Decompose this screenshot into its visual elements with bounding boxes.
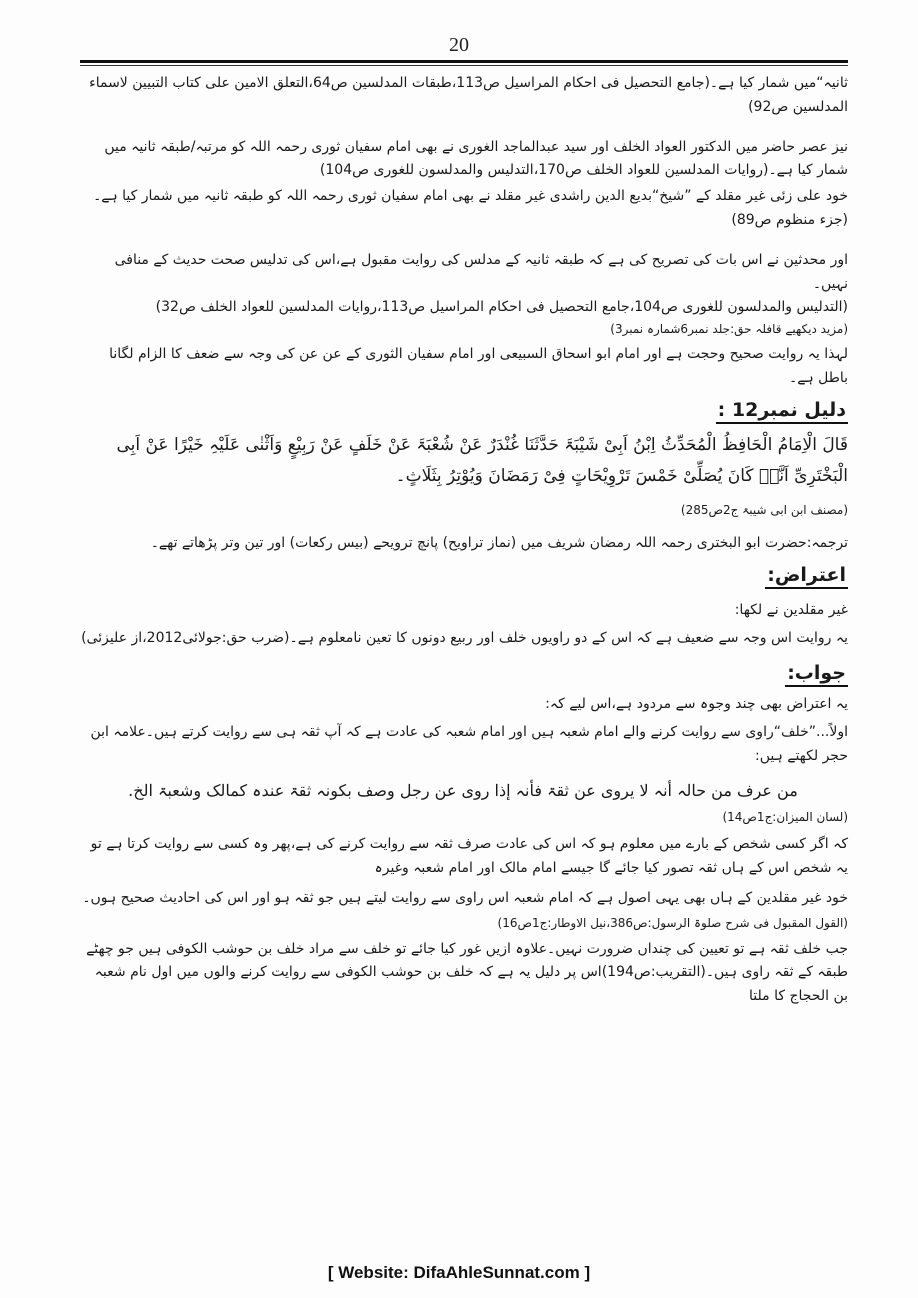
paragraph: کہ اگر کسی شخص کے بارے میں معلوم ہو کہ اس کی عادت صرف ثقہ سے روایت کرنے کی ہے،پھر وہ کسی سے روایت کرتا ہے تو یہ شخص اس کے ہاں ثقہ تصور کیا جائے گا جیسے امام مالک اور امام شعبہ وغیرہ (90, 835, 848, 876)
page-number: 20 (449, 34, 469, 56)
citation: (التدلیس والمدلسون للغوری ص104،جامع التحصیل فی احکام المراسیل ص113،روایات المدلسین للعواد الخلف ص32) (155, 299, 848, 316)
paragraph: غیر مقلدین نے لکھا: (734, 601, 848, 618)
paragraph: نیز عصر حاضر میں الدکتور العواد الخلف اور سید عبدالماجد الغوری نے بھی امام سفیان ثوری رحمہ اللہ کو مرتبہ/طبقہ ثانیہ میں شمار کیا ہے۔(روایات المدلسین للعواد الخلف ص170،التدلیس والمدلسون للغوری ص104) (104, 138, 848, 179)
arabic-quote: من عرف من حالہ أنہ لا یروی عن ثقۃ فأنہ إذا روی عن رجل وصف بکونہ ثقۃ عندہ کمالک وشعبۃ الخ. (128, 780, 798, 800)
section-heading: دلیل نمبر12 : (716, 399, 848, 424)
paragraph: خود غیر مقلدین کے ہاں بھی یہی اصول ہے کہ امام شعبہ اس راوی سے روایت لیتے ہیں جو ثقہ ہو اور اس کی احادیث صحیح ہوں۔ (82, 889, 848, 906)
paragraph: خود علی زئی غیر مقلد کے ”شیخ“بدیع الدین راشدی غیر مقلد نے بھی امام سفیان ثوری رحمہ اللہ کو طبقہ ثانیہ میں شمار کیا ہے۔(جزء منظوم ص89) (93, 188, 848, 228)
section-heading: جواب: (785, 662, 848, 687)
paragraph: یہ روایت اس وجہ سے ضعیف ہے کہ اس کے دو راویوں خلف اور ربیع دونوں کا تعین نامعلوم ہے۔(ضرب حق:جولائی2012،از علیزئی) (81, 629, 848, 646)
paragraph: ثانیہ“میں شمار کیا ہے۔(جامع التحصیل فی احکام المراسیل ص113،طبقات المدلسین ص64،التعلق الامین علی کتاب التبیین لاسماء المدلسین ص92) (89, 75, 848, 115)
citation: (القول المقبول فی شرح صلوۃ الرسول:ص386،نیل الاوطار:ج1ص16) (497, 916, 848, 931)
citation: (لسان المیزان:ج1ص14) (722, 809, 848, 824)
paragraph: جب خلف ثقہ ہے تو تعیین کی چنداں ضرورت نہیں۔علاوہ ازیں غور کیا جائے تو خلف سے مراد خلف بن حوشب الکوفی ہیں جو چھٹے طبقہ کے ثقہ راوی ہیں۔(التقریب:ص194)اس پر دلیل یہ ہے کہ خلف بن حوشب الکوفی سے روایت کرنے والوں میں اول نام شعبہ بن الحجاج کا ملتا (86, 940, 848, 1005)
translation: ترجمہ:حضرت ابو البختری رحمہ اللہ رمضان شریف میں (نماز تراویح) پانچ ترویحے (بیس رکعات) اور تین وتر پڑھاتے تھے۔ (150, 535, 848, 552)
paragraph: اور محدثین نے اس بات کی تصریح کی ہے کہ طبقہ ثانیہ کے مدلس کی روایت مقبول ہے،اس کی تدلیس صحت حدیث کے منافی نہیں۔ (114, 251, 848, 292)
paragraph: اولاً...”خلف“راوی سے روایت کرنے والے امام شعبہ ہیں اور امام شعبہ کی عادت ہے کہ آپ ثقہ ہی سے روایت کرتے ہیں۔علامہ ابن حجر لکھتے ہیں: (90, 724, 848, 764)
arabic-text: قَالَ الْاِمَامُ الْحَافِظُ الْمُحَدِّثُ اِبْنُ اَبِیْ شَیْبَۃَ حَدَّثَنَا غُنْدَرٌ عَنْ شُعْبَۃَ عَنْ خَلَفٍ عَنْ رَبِیْعٍ وَاَثْنٰی عَلَیْہِ خَیْرًا عَنْ اَبِی الْبَخْتَرِیِّ اَنَّہٗ کَانَ یُصَلِّیْ خَمْسَ تَرْوِیْحَاتٍ فِیْ رَمَضَانَ وَیُوْتِرُ بِثَلَاثٍ۔ (116, 434, 848, 487)
website-footer: [ Website: DifaAhleSunnat.com ] (327, 1263, 591, 1282)
citation: (مزید دیکھیے قافلہ حق:جلد نمبر6شمارہ نمبر3) (610, 322, 848, 337)
header-rule-thin (80, 65, 848, 66)
paragraph: لہذا یہ روایت صحیح وحجت ہے اور امام ابو اسحاق السبیعی اور امام سفیان الثوری کے عن عن کی وجہ سے ضعف کا الزام لگانا باطل ہے۔ (109, 346, 848, 387)
paragraph: یہ اعتراض بھی چند وجوہ سے مردود ہے،اس لیے کہ: (545, 696, 848, 713)
citation: (مصنف ابن ابی شیبۃ ج2ص285) (680, 502, 848, 517)
section-heading: اعتراض: (765, 564, 848, 589)
header-rule (80, 60, 848, 63)
page-body (78, 68, 848, 1009)
